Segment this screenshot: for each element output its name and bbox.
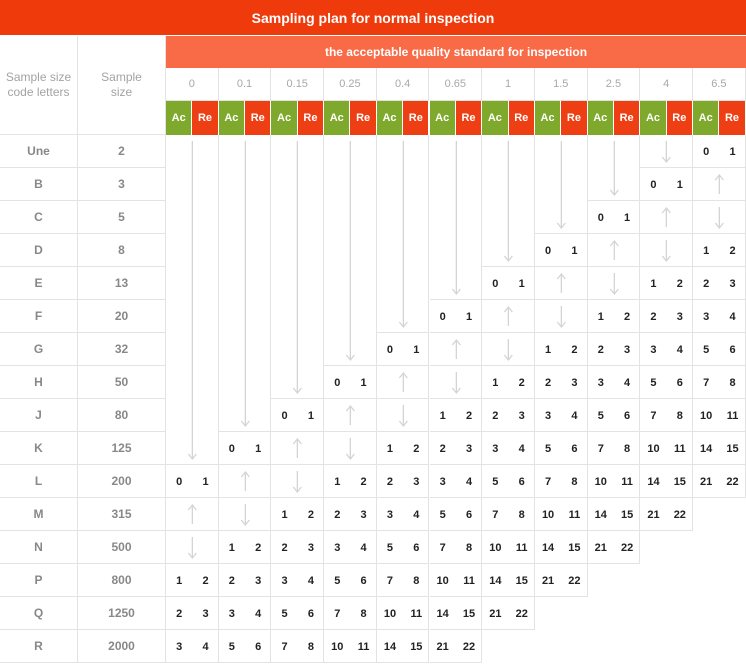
re-value: 8 [307, 640, 314, 653]
arrow-down-icon [430, 366, 483, 399]
ac-value: 0 [703, 145, 710, 158]
re-value: 3 [307, 541, 314, 554]
aql-level-header: 0.15 [271, 68, 324, 101]
re-value: 15 [568, 541, 581, 554]
sample-size-cell: 125 [78, 432, 166, 465]
code-letter-cell: E [0, 267, 78, 300]
code-letter-cell: J [0, 399, 78, 432]
ac-header: Ac [640, 101, 666, 135]
re-value: 2 [307, 508, 314, 521]
re-header: Re [245, 101, 271, 135]
re-header: Re [614, 101, 640, 135]
re-value: 15 [726, 442, 739, 455]
ac-value: 2 [492, 409, 499, 422]
sample-size-cell: 800 [78, 564, 166, 597]
re-value: 3 [202, 607, 209, 620]
sample-size-cell: 315 [78, 498, 166, 531]
ac-value: 7 [545, 475, 552, 488]
re-value: 6 [676, 376, 683, 389]
ac-value: 2 [703, 277, 710, 290]
re-header: Re [667, 101, 693, 135]
ac-value: 14 [383, 640, 397, 653]
table-title: Sampling plan for normal inspection [0, 0, 746, 35]
re-value: 2 [518, 376, 525, 389]
ac-value: 10 [436, 574, 449, 587]
ac-value: 2 [597, 343, 604, 356]
ac-value: 0 [281, 409, 288, 422]
ac-value: 14 [647, 475, 660, 488]
ac-header: Ac [219, 101, 245, 135]
re-value: 6 [624, 409, 631, 422]
ac-value: 3 [650, 343, 657, 356]
re-value: 1 [307, 409, 314, 422]
ac-value: 5 [228, 640, 235, 653]
ac-value: 0 [176, 475, 183, 488]
re-value: 11 [673, 442, 686, 455]
re-value: 4 [255, 607, 262, 620]
ac-value: 3 [281, 574, 288, 587]
ac-value: 0 [439, 310, 446, 323]
re-value: 3 [360, 508, 367, 521]
arrow-up-icon [693, 168, 746, 201]
ac-value: 3 [703, 310, 710, 323]
aql-level-header: 1.5 [535, 68, 588, 101]
re-value: 11 [410, 607, 423, 620]
arrow-down-icon [166, 135, 219, 465]
re-value: 6 [518, 475, 525, 488]
ac-value: 2 [439, 442, 446, 455]
re-value: 2 [413, 442, 420, 455]
sample-size-cell: 8 [78, 234, 166, 267]
ac-header: Ac [482, 101, 508, 135]
arrow-up-icon [588, 234, 641, 267]
re-header: Re [561, 101, 587, 135]
ac-header: Ac [430, 101, 456, 135]
ac-value: 1 [228, 541, 235, 554]
ac-value: 5 [650, 376, 657, 389]
re-value: 22 [673, 508, 686, 521]
arrow-down-icon [588, 135, 641, 201]
re-value: 3 [624, 343, 631, 356]
re-value: 8 [571, 475, 578, 488]
re-value: 4 [202, 640, 209, 653]
re-value: 2 [729, 244, 736, 257]
sample-size-cell: 13 [78, 267, 166, 300]
re-value: 6 [413, 541, 420, 554]
ac-value: 5 [703, 343, 710, 356]
re-value: 8 [676, 409, 683, 422]
sample-size-cell: 20 [78, 300, 166, 333]
re-header: Re [719, 101, 745, 135]
re-value: 4 [413, 508, 420, 521]
re-value: 15 [673, 475, 686, 488]
re-value: 3 [413, 475, 420, 488]
aql-level-header: 0.65 [430, 68, 483, 101]
re-value: 22 [620, 541, 634, 554]
re-value: 3 [676, 310, 683, 323]
ac-value: 1 [386, 442, 394, 455]
aql-level-header: 0.1 [219, 68, 272, 101]
re-value: 6 [360, 574, 367, 587]
ac-value: 2 [545, 376, 552, 389]
re-value: 11 [463, 574, 475, 587]
ac-value: 21 [594, 541, 607, 554]
re-header: Re [403, 101, 429, 135]
ac-value: 10 [647, 442, 660, 455]
ac-value: 5 [545, 442, 552, 455]
ac-header: Ac [377, 101, 403, 135]
sample-size-cell: 3 [78, 168, 166, 201]
ac-value: 1 [334, 475, 341, 488]
sample-size-header: Sample size [78, 36, 166, 135]
code-letter-cell: Une [0, 135, 78, 168]
ac-value: 7 [597, 442, 604, 455]
re-value: 6 [307, 607, 314, 620]
sample-size-cell: 5 [78, 201, 166, 234]
arrow-up-icon [166, 498, 219, 531]
re-value: 15 [410, 640, 423, 653]
re-value: 1 [676, 178, 683, 191]
re-value: 15 [620, 508, 634, 521]
arrow-down-icon [482, 135, 535, 267]
re-value: 6 [571, 442, 578, 455]
ac-header: Ac [693, 101, 719, 135]
arrow-down-icon [693, 201, 746, 234]
ac-value: 21 [489, 607, 502, 620]
arrow-down-icon [535, 135, 588, 234]
ac-value: 14 [541, 541, 555, 554]
ac-value: 3 [545, 409, 552, 422]
arrow-down-icon [430, 135, 483, 300]
sample-size-cell: 500 [78, 531, 166, 564]
ac-value: 14 [489, 574, 502, 587]
re-value: 1 [360, 376, 367, 389]
re-value: 1 [729, 145, 736, 158]
sample-size-cell: 32 [78, 333, 166, 366]
arrow-down-icon [166, 531, 219, 564]
ac-value: 2 [176, 607, 183, 620]
ac-value: 2 [228, 574, 235, 587]
ac-value: 1 [176, 574, 183, 587]
arrow-down-icon [482, 333, 535, 366]
re-value: 4 [360, 541, 367, 554]
re-value: 1 [465, 310, 473, 323]
code-letter-cell: F [0, 300, 78, 333]
arrow-down-icon [535, 300, 588, 333]
code-letter-cell: M [0, 498, 78, 531]
re-value: 11 [357, 640, 370, 653]
code-letter-cell: Q [0, 597, 78, 630]
arrow-up-icon [271, 432, 324, 465]
sample-size-cell: 50 [78, 366, 166, 399]
ac-value: 3 [176, 640, 183, 653]
code-letter-cell: L [0, 465, 78, 498]
re-value: 11 [621, 475, 633, 488]
ac-value: 5 [386, 541, 394, 554]
ac-value: 7 [334, 607, 341, 620]
re-value: 4 [571, 409, 578, 422]
ac-header: Ac [324, 101, 350, 135]
code-letter-cell: G [0, 333, 78, 366]
ac-value: 14 [594, 508, 607, 521]
re-value: 22 [462, 640, 476, 653]
code-letter-cell: B [0, 168, 78, 201]
ac-value: 7 [386, 574, 394, 587]
ac-value: 7 [281, 640, 288, 653]
table-subtitle: the acceptable quality standard for inspection [166, 36, 746, 68]
re-value: 4 [307, 574, 314, 587]
ac-value: 1 [597, 310, 604, 323]
re-header: Re [192, 101, 218, 135]
re-value: 2 [202, 574, 209, 587]
re-value: 2 [465, 409, 473, 422]
sample-size-cell: 200 [78, 465, 166, 498]
ac-header: Ac [535, 101, 561, 135]
ac-value: 0 [228, 442, 235, 455]
sample-size-cell: 1250 [78, 597, 166, 630]
ac-value: 5 [492, 475, 499, 488]
ac-value: 21 [700, 475, 713, 488]
ac-value: 3 [228, 607, 235, 620]
re-value: 8 [624, 442, 631, 455]
sample-size-cell: 2000 [78, 630, 166, 663]
re-value: 2 [255, 541, 262, 554]
arrow-up-icon [482, 300, 535, 333]
aql-level-header: 1 [482, 68, 535, 101]
ac-header: Ac [166, 101, 192, 135]
ac-value: 10 [700, 409, 713, 422]
re-value: 15 [462, 607, 476, 620]
aql-level-header: 0 [166, 68, 219, 101]
aql-level-header: 0.4 [377, 68, 430, 101]
ac-value: 3 [597, 376, 604, 389]
re-value: 2 [624, 310, 631, 323]
re-value: 8 [518, 508, 525, 521]
ac-value: 21 [541, 574, 555, 587]
re-value: 1 [571, 244, 578, 257]
code-letter-cell: R [0, 630, 78, 663]
ac-value: 3 [492, 442, 499, 455]
ac-value: 10 [489, 541, 502, 554]
ac-value: 21 [647, 508, 660, 521]
re-header: Re [298, 101, 324, 135]
re-value: 2 [571, 343, 578, 356]
ac-value: 21 [436, 640, 449, 653]
ac-value: 10 [594, 475, 607, 488]
re-value: 4 [676, 343, 683, 356]
ac-value: 5 [597, 409, 604, 422]
sample-size-cell: 2 [78, 135, 166, 168]
arrow-down-icon [219, 498, 272, 531]
aql-level-header: 0.25 [324, 68, 377, 101]
re-value: 15 [515, 574, 528, 587]
re-value: 2 [360, 475, 367, 488]
ac-value: 5 [334, 574, 341, 587]
sample-size-cell: 80 [78, 399, 166, 432]
ac-value: 7 [650, 409, 657, 422]
ac-value: 1 [545, 343, 552, 356]
arrow-down-icon [219, 135, 272, 432]
re-value: 11 [568, 508, 581, 521]
ac-value: 2 [650, 310, 657, 323]
re-value: 1 [518, 277, 525, 290]
ac-value: 1 [439, 409, 446, 422]
re-value: 1 [413, 343, 420, 356]
ac-value: 1 [703, 244, 710, 257]
re-value: 6 [255, 640, 262, 653]
arrow-up-icon [377, 366, 430, 399]
ac-value: 1 [492, 376, 499, 389]
re-value: 22 [515, 607, 528, 620]
re-value: 3 [729, 277, 736, 290]
re-value: 3 [465, 442, 473, 455]
ac-value: 0 [492, 277, 499, 290]
arrow-down-icon [271, 135, 324, 399]
ac-value: 2 [334, 508, 341, 521]
re-value: 3 [571, 376, 578, 389]
ac-value: 1 [281, 508, 288, 521]
re-value: 3 [255, 574, 262, 587]
re-value: 11 [726, 409, 739, 422]
re-value: 2 [676, 277, 683, 290]
re-value: 22 [726, 475, 739, 488]
ac-value: 2 [281, 541, 288, 554]
ac-value: 3 [439, 475, 446, 488]
ac-value: 3 [334, 541, 341, 554]
ac-value: 0 [545, 244, 552, 257]
arrow-down-icon [324, 135, 377, 366]
arrow-down-icon [377, 399, 430, 432]
code-letter-cell: N [0, 531, 78, 564]
ac-value: 10 [331, 640, 344, 653]
code-letter-cell: D [0, 234, 78, 267]
code-letters-header: Sample size code letters [0, 36, 78, 135]
arrow-down-icon [640, 234, 693, 267]
arrow-up-icon [324, 399, 377, 432]
ac-value: 0 [650, 178, 657, 191]
aql-level-header: 6.5 [693, 68, 746, 101]
re-value: 11 [515, 541, 528, 554]
re-value: 1 [255, 442, 262, 455]
arrow-down-icon [271, 465, 324, 498]
re-header: Re [509, 101, 535, 135]
re-value: 6 [465, 508, 473, 521]
re-value: 8 [360, 607, 367, 620]
re-value: 4 [465, 475, 473, 488]
re-value: 22 [568, 574, 581, 587]
re-value: 1 [202, 475, 209, 488]
ac-value: 5 [439, 508, 446, 521]
ac-header: Ac [271, 101, 297, 135]
re-value: 4 [518, 442, 525, 455]
arrow-up-icon [640, 201, 693, 234]
ac-value: 0 [597, 211, 604, 224]
re-header: Re [456, 101, 482, 135]
arrow-up-icon [535, 267, 588, 300]
ac-value: 5 [281, 607, 288, 620]
code-letter-cell: K [0, 432, 78, 465]
re-value: 8 [465, 541, 473, 554]
ac-header: Ac [588, 101, 614, 135]
ac-value: 0 [386, 343, 394, 356]
re-value: 6 [729, 343, 736, 356]
ac-value: 7 [703, 376, 710, 389]
arrow-up-icon [430, 333, 483, 366]
ac-value: 7 [439, 541, 446, 554]
code-letter-cell: H [0, 366, 78, 399]
ac-value: 14 [436, 607, 449, 620]
arrow-down-icon [324, 432, 377, 465]
re-value: 1 [624, 211, 631, 224]
code-letter-cell: C [0, 201, 78, 234]
re-header: Re [350, 101, 376, 135]
ac-value: 10 [383, 607, 397, 620]
re-value: 4 [729, 310, 736, 323]
re-value: 4 [624, 376, 631, 389]
ac-value: 2 [386, 475, 394, 488]
ac-value: 7 [492, 508, 499, 521]
re-value: 3 [518, 409, 525, 422]
ac-value: 3 [386, 508, 394, 521]
ac-value: 10 [541, 508, 555, 521]
re-value: 8 [413, 574, 420, 587]
re-value: 8 [729, 376, 736, 389]
code-letter-cell: P [0, 564, 78, 597]
arrow-down-icon [588, 267, 641, 300]
arrow-down-icon [640, 135, 693, 168]
aql-level-header: 4 [640, 68, 693, 101]
ac-value: 0 [334, 376, 341, 389]
ac-value: 1 [650, 277, 657, 290]
arrow-down-icon [377, 135, 430, 333]
ac-value: 14 [700, 442, 713, 455]
aql-level-header: 2.5 [588, 68, 641, 101]
arrow-up-icon [219, 465, 272, 498]
